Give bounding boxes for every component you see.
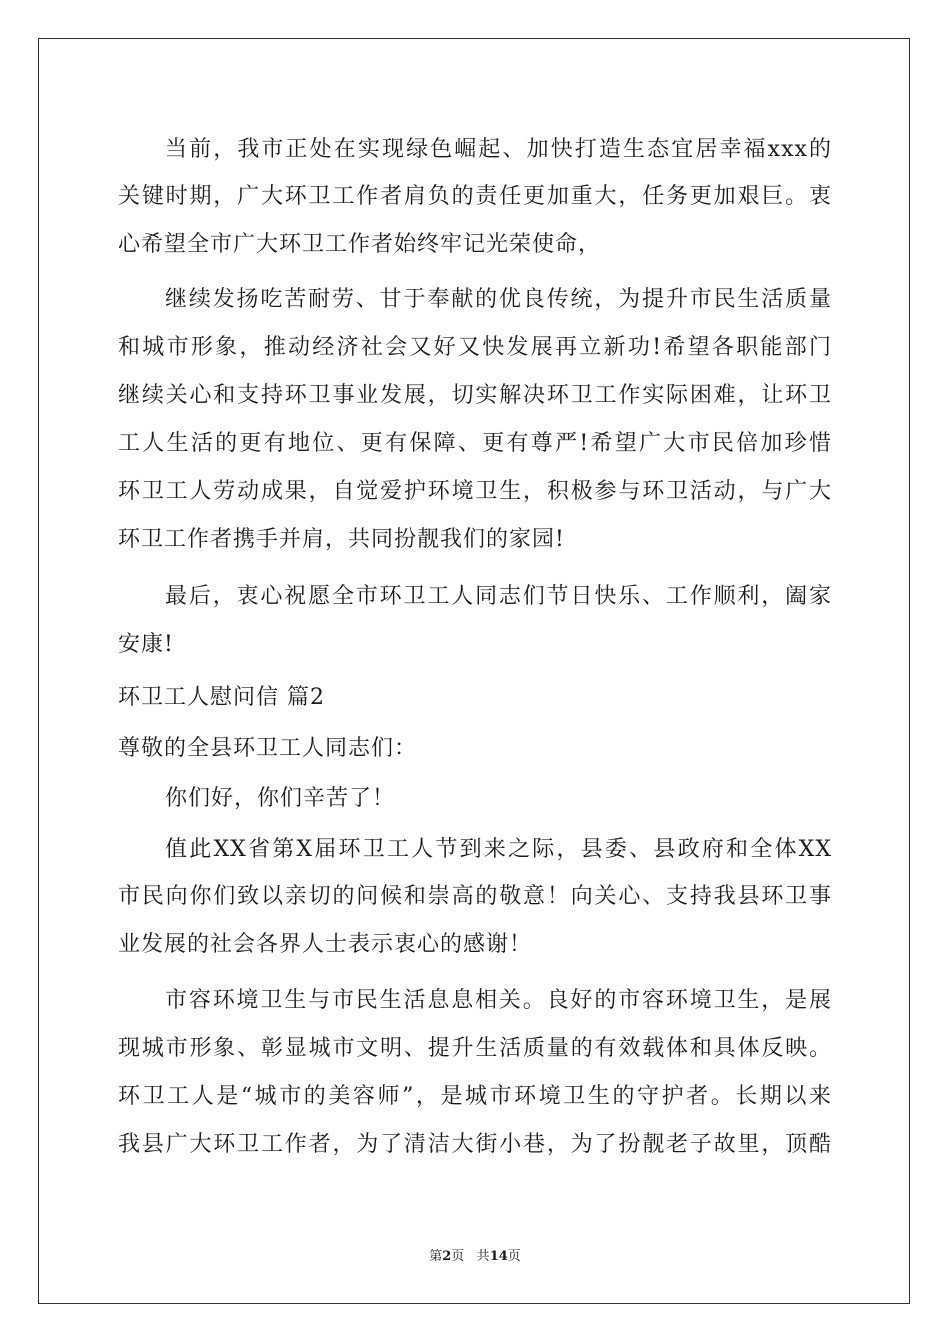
footer-total-unit: 页	[507, 1249, 521, 1264]
total-page-count: 14	[489, 1249, 508, 1264]
paragraph-line: 环卫工人劳动成果，自觉爱护环境卫生，积极参与环卫活动，与广大	[118, 479, 832, 504]
paragraph-line: 市容环境卫生与市民生活息息相关。良好的市容环境卫生，是展	[165, 988, 832, 1013]
paragraph-line: 工人生活的更有地位、更有保障、更有尊严!希望广大市民倍加珍惜	[118, 431, 832, 456]
current-page-number: 2	[442, 1249, 452, 1264]
footer-total-prefix: 共	[476, 1249, 490, 1264]
paragraph-line: 最后，衷心祝愿全市环卫工人同志们节日快乐、工作顺利，阖家	[165, 584, 832, 609]
paragraph-line: 心希望全市广大环卫工作者始终牢记光荣使命，	[118, 232, 602, 257]
paragraph-line: 值此XX省第X届环卫工人节到来之际，县委、县政府和全体XX	[165, 837, 832, 862]
paragraph-line: 继续关心和支持环卫事业发展，切实解决环卫工作实际困难，让环卫	[118, 383, 832, 408]
paragraph-line: 关键时期，广大环卫工作者肩负的责任更加重大，任务更加艰巨。衷	[118, 184, 832, 209]
paragraph-line: 安康!	[118, 632, 174, 657]
paragraph-line: 环卫工人是“城市的美容师”，是城市环境卫生的守护者。长期以来	[118, 1084, 832, 1109]
paragraph-line: 环卫工作者携手并肩，共同扮靓我们的家园!	[118, 527, 565, 552]
paragraph-line: 我县广大环卫工作者，为了清洁大街小巷，为了扮靓老子故里，顶酷	[118, 1132, 832, 1157]
paragraph-line: 继续发扬吃苦耐劳、甘于奉献的优良传统，为提升市民生活质量	[165, 287, 832, 312]
footer-page-unit: 页	[451, 1249, 465, 1264]
paragraph-line: 市民向你们致以亲切的问候和崇高的敬意！向关心、支持我县环卫事	[118, 884, 832, 909]
salutation: 尊敬的全县环卫工人同志们：	[118, 736, 418, 761]
paragraph-line: 现城市形象、彰显城市文明、提升生活质量的有效载体和具体反映。	[118, 1036, 832, 1061]
paragraph-line: 和城市形象，推动经济社会又好又快发展再立新功!希望各职能部门	[118, 335, 832, 360]
greeting-line: 你们好，你们辛苦了！	[165, 786, 396, 811]
footer-prefix: 第	[429, 1249, 443, 1264]
section-heading: 环卫工人慰问信 篇2	[118, 685, 325, 710]
page-footer	[0, 1248, 950, 1266]
paragraph-line: 当前，我市正处在实现绿色崛起、加快打造生态宜居幸福xxx的	[165, 137, 832, 162]
page-border	[38, 38, 910, 1304]
paragraph-line: 业发展的社会各界人士表示衷心的感谢！	[118, 932, 533, 957]
